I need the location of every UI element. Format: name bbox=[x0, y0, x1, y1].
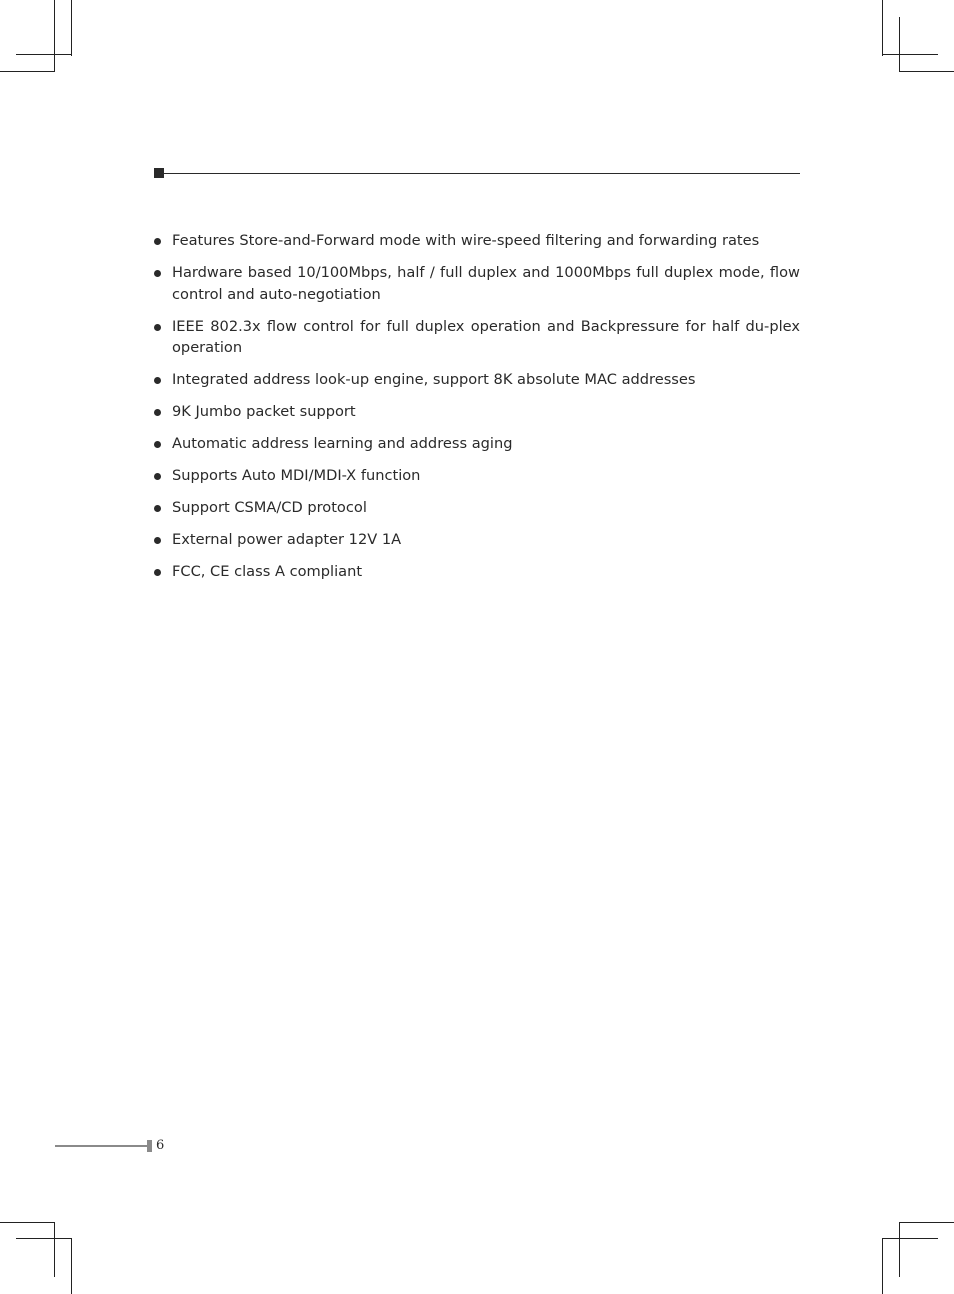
list-item bbox=[154, 316, 800, 359]
list-item bbox=[154, 230, 800, 252]
crop-mark bbox=[16, 54, 72, 55]
crop-mark bbox=[882, 54, 938, 55]
bullet-icon bbox=[154, 569, 161, 576]
feature-text: Supports Auto MDI/MDI-X function bbox=[172, 467, 421, 484]
crop-mark bbox=[54, 1222, 55, 1277]
feature-list bbox=[154, 230, 800, 593]
crop-mark bbox=[882, 1238, 938, 1239]
header-line bbox=[164, 173, 800, 174]
list-item bbox=[154, 529, 800, 551]
feature-text: 9K Jumbo packet support bbox=[172, 403, 356, 420]
crop-mark bbox=[0, 1222, 55, 1223]
crop-mark bbox=[899, 1222, 900, 1277]
list-item bbox=[154, 433, 800, 455]
feature-text: IEEE 802.3x flow control for full duplex operation and Backpressure for half du-plex operation bbox=[172, 317, 800, 356]
list-item bbox=[154, 561, 800, 583]
list-item bbox=[154, 369, 800, 391]
feature-text: Automatic address learning and address aging bbox=[172, 435, 513, 452]
page-number: 6 bbox=[156, 1138, 165, 1153]
crop-mark bbox=[54, 0, 55, 71]
crop-mark bbox=[899, 1222, 954, 1223]
list-item bbox=[154, 497, 800, 519]
crop-mark bbox=[882, 1238, 883, 1294]
crop-mark bbox=[71, 0, 72, 56]
bullet-icon bbox=[154, 441, 161, 448]
footer-line bbox=[55, 1145, 147, 1147]
crop-mark bbox=[0, 71, 55, 72]
feature-text: Support CSMA/CD protocol bbox=[172, 499, 367, 516]
crop-mark bbox=[899, 17, 900, 72]
page-footer bbox=[55, 1138, 175, 1154]
footer-marker bbox=[147, 1140, 152, 1152]
header-square-marker bbox=[154, 168, 164, 178]
crop-mark bbox=[899, 71, 954, 72]
list-item bbox=[154, 262, 800, 305]
bullet-icon bbox=[154, 324, 161, 331]
feature-text: Hardware based 10/100Mbps, half / full duplex and 1000Mbps full duplex mode, flow control and auto-negotiation bbox=[172, 264, 800, 303]
bullet-icon bbox=[154, 505, 161, 512]
bullet-icon bbox=[154, 409, 161, 416]
bullet-icon bbox=[154, 377, 161, 384]
bullet-icon bbox=[154, 537, 161, 544]
list-item bbox=[154, 465, 800, 487]
bullet-icon bbox=[154, 238, 161, 245]
feature-text: FCC, CE class A compliant bbox=[172, 563, 363, 580]
bullet-icon bbox=[154, 473, 161, 480]
feature-text: Integrated address look-up engine, support 8K absolute MAC addresses bbox=[172, 371, 696, 388]
bullet-icon bbox=[154, 270, 161, 277]
header-rule bbox=[154, 168, 800, 178]
feature-text: Features Store-and-Forward mode with wire-speed filtering and forwarding rates bbox=[172, 232, 760, 249]
crop-mark bbox=[71, 1238, 72, 1294]
crop-mark bbox=[16, 1238, 72, 1239]
list-item bbox=[154, 401, 800, 423]
crop-mark bbox=[882, 0, 883, 56]
feature-text: External power adapter 12V 1A bbox=[172, 531, 402, 548]
